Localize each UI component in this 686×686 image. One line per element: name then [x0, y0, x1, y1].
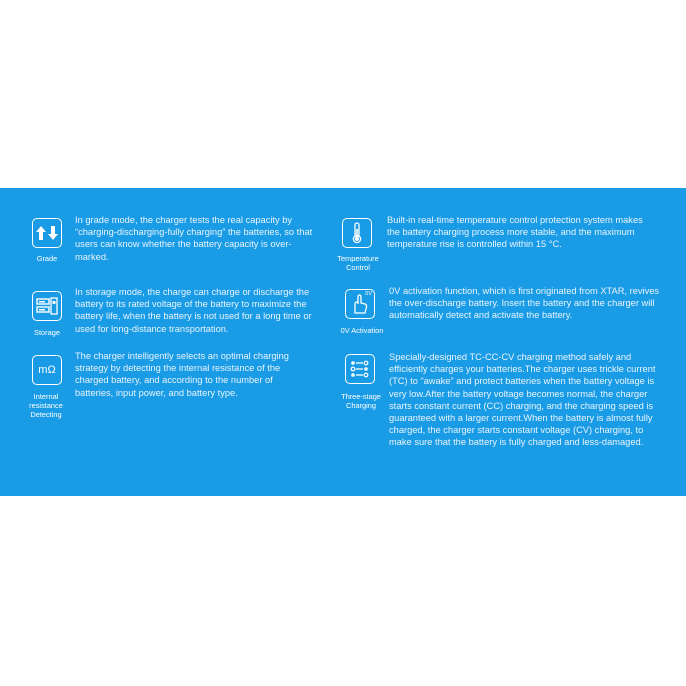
feature-label: 0V Activation	[340, 326, 384, 335]
feature-description: In storage mode, the charge can charge or discharge the battery to its rated voltage of the battery to maximize the battery life, when the battery is not used for a long time or used for long-distance transportation.	[75, 287, 312, 334]
thermometer-icon	[342, 218, 372, 248]
feature-label: Storage	[34, 328, 60, 337]
grade-arrows-icon	[32, 218, 62, 248]
feature-label: Grade	[36, 254, 58, 263]
three-stage-icon	[345, 354, 375, 384]
feature-banner	[0, 188, 686, 496]
touch-hand-icon	[345, 289, 375, 319]
feature-description: In grade mode, the charger tests the real capacity by “charging-discharging-fully charging” the batteries, so that users can know whether the battery capacity is over-marked.	[75, 215, 313, 262]
feature-description: Specially-designed TC-CC-CV charging method safely and efficiently charges your batteries.The charger uses trickle current (TC) to “awake” and protect batteries when the battery voltage is very low.After the battery voltage becomes normal, the charger starts constant current (CC) charging, and the charging speed is guaranteed with a larger current.When the battery is almost fully charged, the charger starts constant voltage (CV) charging, to make sure that the battery is fully charged and less-damaged.	[389, 352, 656, 448]
milliohm-symbol: mΩ	[38, 364, 56, 376]
feature-description: Built-in real-time temperature control protection system makes the battery charging process more stable, and the maximum temperature rise is controlled within 15 °C.	[387, 215, 643, 250]
zero-volt-mark: 0V	[365, 291, 372, 297]
feature-description: 0V activation function, which is first originated from XTAR, revives the over-discharge battery. Insert the battery and the charger will automatically detect and activate the battery.	[389, 286, 660, 321]
feature-label: Three-stage Charging	[341, 392, 381, 410]
storage-battery-icon	[32, 291, 62, 321]
feature-label: Temperature Control	[337, 254, 379, 272]
milliohm-icon	[32, 355, 62, 385]
feature-label: Internal resistance Detecting	[29, 392, 63, 419]
feature-description: The charger intelligently selects an optimal charging strategy by detecting the internal resistance of the charged battery, and according to the number of batteries, input power, and battery type.	[75, 351, 289, 398]
